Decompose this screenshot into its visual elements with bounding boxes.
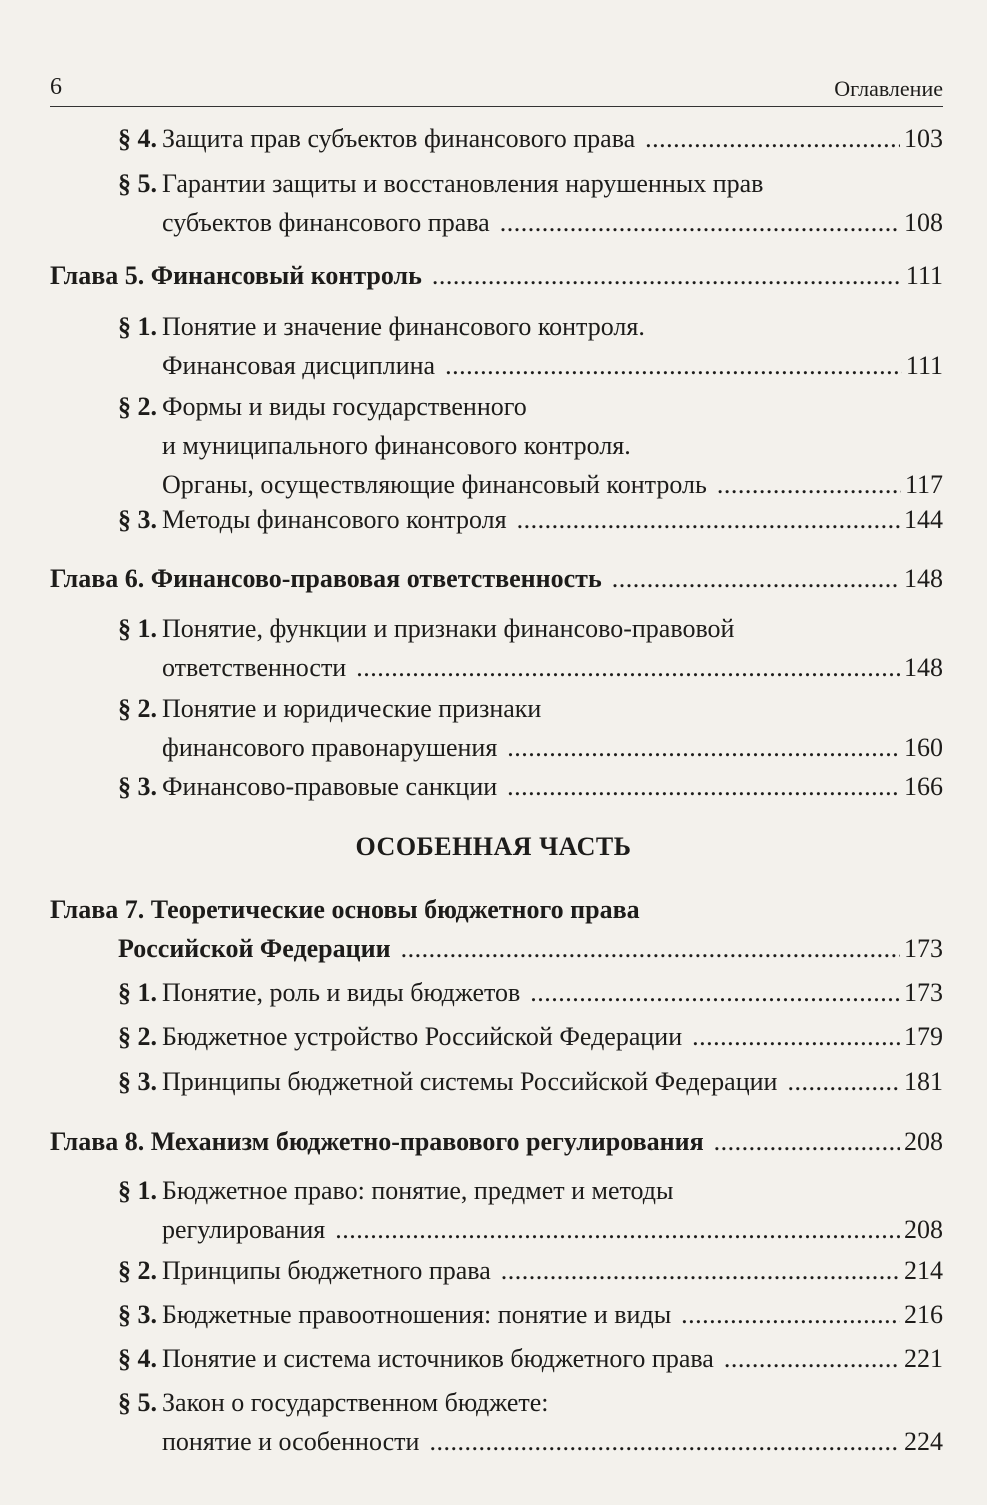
section-number: § 1.: [118, 312, 157, 341]
page-number: 6: [50, 74, 62, 100]
section-number: § 3.: [118, 1067, 157, 1096]
section-number: § 5.: [118, 1388, 157, 1417]
leader-dots: [787, 1065, 900, 1099]
leader-dots: [530, 976, 900, 1010]
page-ref: 221: [904, 1344, 943, 1373]
toc-section-entry: [162, 1425, 943, 1459]
running-header: [50, 72, 943, 107]
page-ref: 179: [904, 1022, 943, 1051]
section-number: § 3.: [118, 505, 157, 534]
section-number: § 3.: [118, 772, 157, 801]
leader-dots: [507, 731, 900, 765]
leader-dots: [692, 1020, 900, 1054]
toc-section-entry: [162, 976, 943, 1010]
toc-section-entry: [162, 770, 943, 804]
toc-section-entry: [162, 1298, 943, 1332]
leader-dots: [501, 1254, 900, 1288]
leader-dots: [335, 1213, 900, 1247]
page-ref: 214: [904, 1256, 943, 1285]
section-title-line: Защита прав субъектов финансового права: [162, 124, 636, 153]
toc-section-entry: [162, 1213, 943, 1247]
section-number: § 4.: [118, 1344, 157, 1373]
section-title-line: и муниципального финансового контроля.: [162, 431, 631, 460]
page-ref: 111: [905, 351, 943, 380]
toc-section-entry: [162, 122, 943, 156]
section-title-line: Бюджетные правоотношения: понятие и виды: [162, 1300, 672, 1329]
running-title: Оглавление: [834, 76, 943, 101]
section-number: § 1.: [118, 978, 157, 1007]
page-ref: 148: [904, 653, 943, 682]
section-number: § 5.: [118, 169, 157, 198]
leader-dots: [401, 932, 900, 966]
toc-section-entry: [162, 468, 943, 502]
section-number: § 2.: [118, 1256, 157, 1285]
chapter-title-line: Глава 6. Финансово-правовая ответственность: [50, 564, 602, 593]
leader-dots: [645, 122, 900, 156]
page-ref: 111: [905, 261, 943, 290]
leader-dots: [356, 651, 900, 685]
toc-section-entry: [162, 206, 943, 240]
section-title-line: Бюджетное устройство Российской Федерации: [162, 1022, 683, 1051]
chapter-title-line: Глава 7. Теоретические основы бюджетного права: [50, 895, 640, 924]
section-title-line: Органы, осуществляющие финансовый контроль: [162, 470, 707, 499]
page-ref: 173: [904, 978, 943, 1007]
leader-dots: [714, 1125, 900, 1159]
section-number: § 1.: [118, 1176, 157, 1205]
page-ref: 216: [904, 1300, 943, 1329]
toc-section-entry: [162, 503, 943, 537]
section-title-line: Понятие и юридические признаки: [162, 694, 542, 723]
leader-dots: [445, 349, 902, 383]
section-number: § 2.: [118, 392, 157, 421]
part-heading: ОСОБЕННАЯ ЧАСТЬ: [355, 832, 632, 861]
leader-dots: [429, 1425, 900, 1459]
chapter-title-line: Глава 8. Механизм бюджетно-правового регулирования: [50, 1127, 704, 1156]
page-ref: 148: [904, 564, 943, 593]
page-ref: 181: [904, 1067, 943, 1096]
leader-dots: [507, 770, 900, 804]
section-title-line: Финансовая дисциплина: [162, 351, 436, 380]
leader-dots: [432, 259, 902, 293]
section-title-line: Бюджетное право: понятие, предмет и методы: [162, 1176, 674, 1205]
section-title-line: Понятие и система источников бюджетного права: [162, 1344, 714, 1373]
section-title-line: регулирования: [162, 1215, 326, 1244]
page-ref: 103: [904, 124, 943, 153]
page-ref: 160: [904, 733, 943, 762]
section-title-line: субъектов финансового права: [162, 208, 490, 237]
toc-section-entry: [162, 349, 943, 383]
toc-section-entry: [162, 731, 943, 765]
section-title-line: Методы финансового контроля: [162, 505, 507, 534]
page-ref: 166: [904, 772, 943, 801]
section-number: § 4.: [118, 124, 157, 153]
toc-section-entry: [162, 1254, 943, 1288]
leader-dots: [612, 562, 900, 596]
toc-chapter-entry: [50, 259, 943, 293]
page-ref: 224: [904, 1427, 943, 1456]
leader-dots: [681, 1298, 900, 1332]
toc-section-entry: [162, 1342, 943, 1376]
section-number: § 2.: [118, 1022, 157, 1051]
toc-section-entry: [162, 1020, 943, 1054]
section-title-line: Принципы бюджетной системы Российской Федерации: [162, 1067, 778, 1096]
section-title-line: Закон о государственном бюджете:: [162, 1388, 549, 1417]
leader-dots: [500, 206, 900, 240]
toc-section-entry: [162, 651, 943, 685]
toc-chapter-entry: [50, 1125, 943, 1159]
section-number: § 1.: [118, 614, 157, 643]
section-title-line: Понятие и значение финансового контроля.: [162, 312, 645, 341]
chapter-title-line: Российской Федерации: [118, 934, 391, 963]
page-ref: 208: [904, 1127, 943, 1156]
page-ref: 208: [904, 1215, 943, 1244]
leader-dots: [717, 468, 901, 502]
chapter-title-line: Глава 5. Финансовый контроль: [50, 261, 422, 290]
section-title-line: Понятие, функции и признаки финансово-правовой: [162, 614, 735, 643]
section-title-line: Принципы бюджетного права: [162, 1256, 491, 1285]
section-title-line: ответственности: [162, 653, 347, 682]
toc-chapter-entry: [50, 562, 943, 596]
page-ref: 173: [904, 934, 943, 963]
toc-chapter-entry: [118, 932, 943, 966]
section-title-line: Гарантии защиты и восстановления нарушенных прав: [162, 169, 764, 198]
toc-section-entry: [162, 1065, 943, 1099]
section-title-line: Формы и виды государственного: [162, 392, 527, 421]
leader-dots: [724, 1342, 900, 1376]
leader-dots: [517, 503, 900, 537]
page-ref: 117: [904, 470, 943, 499]
section-number: § 2.: [118, 694, 157, 723]
section-title-line: Финансово-правовые санкции: [162, 772, 498, 801]
section-title-line: понятие и особенности: [162, 1427, 420, 1456]
page-ref: 108: [904, 208, 943, 237]
section-title-line: Понятие, роль и виды бюджетов: [162, 978, 521, 1007]
section-number: § 3.: [118, 1300, 157, 1329]
section-title-line: финансового правонарушения: [162, 733, 498, 762]
page-ref: 144: [904, 505, 943, 534]
